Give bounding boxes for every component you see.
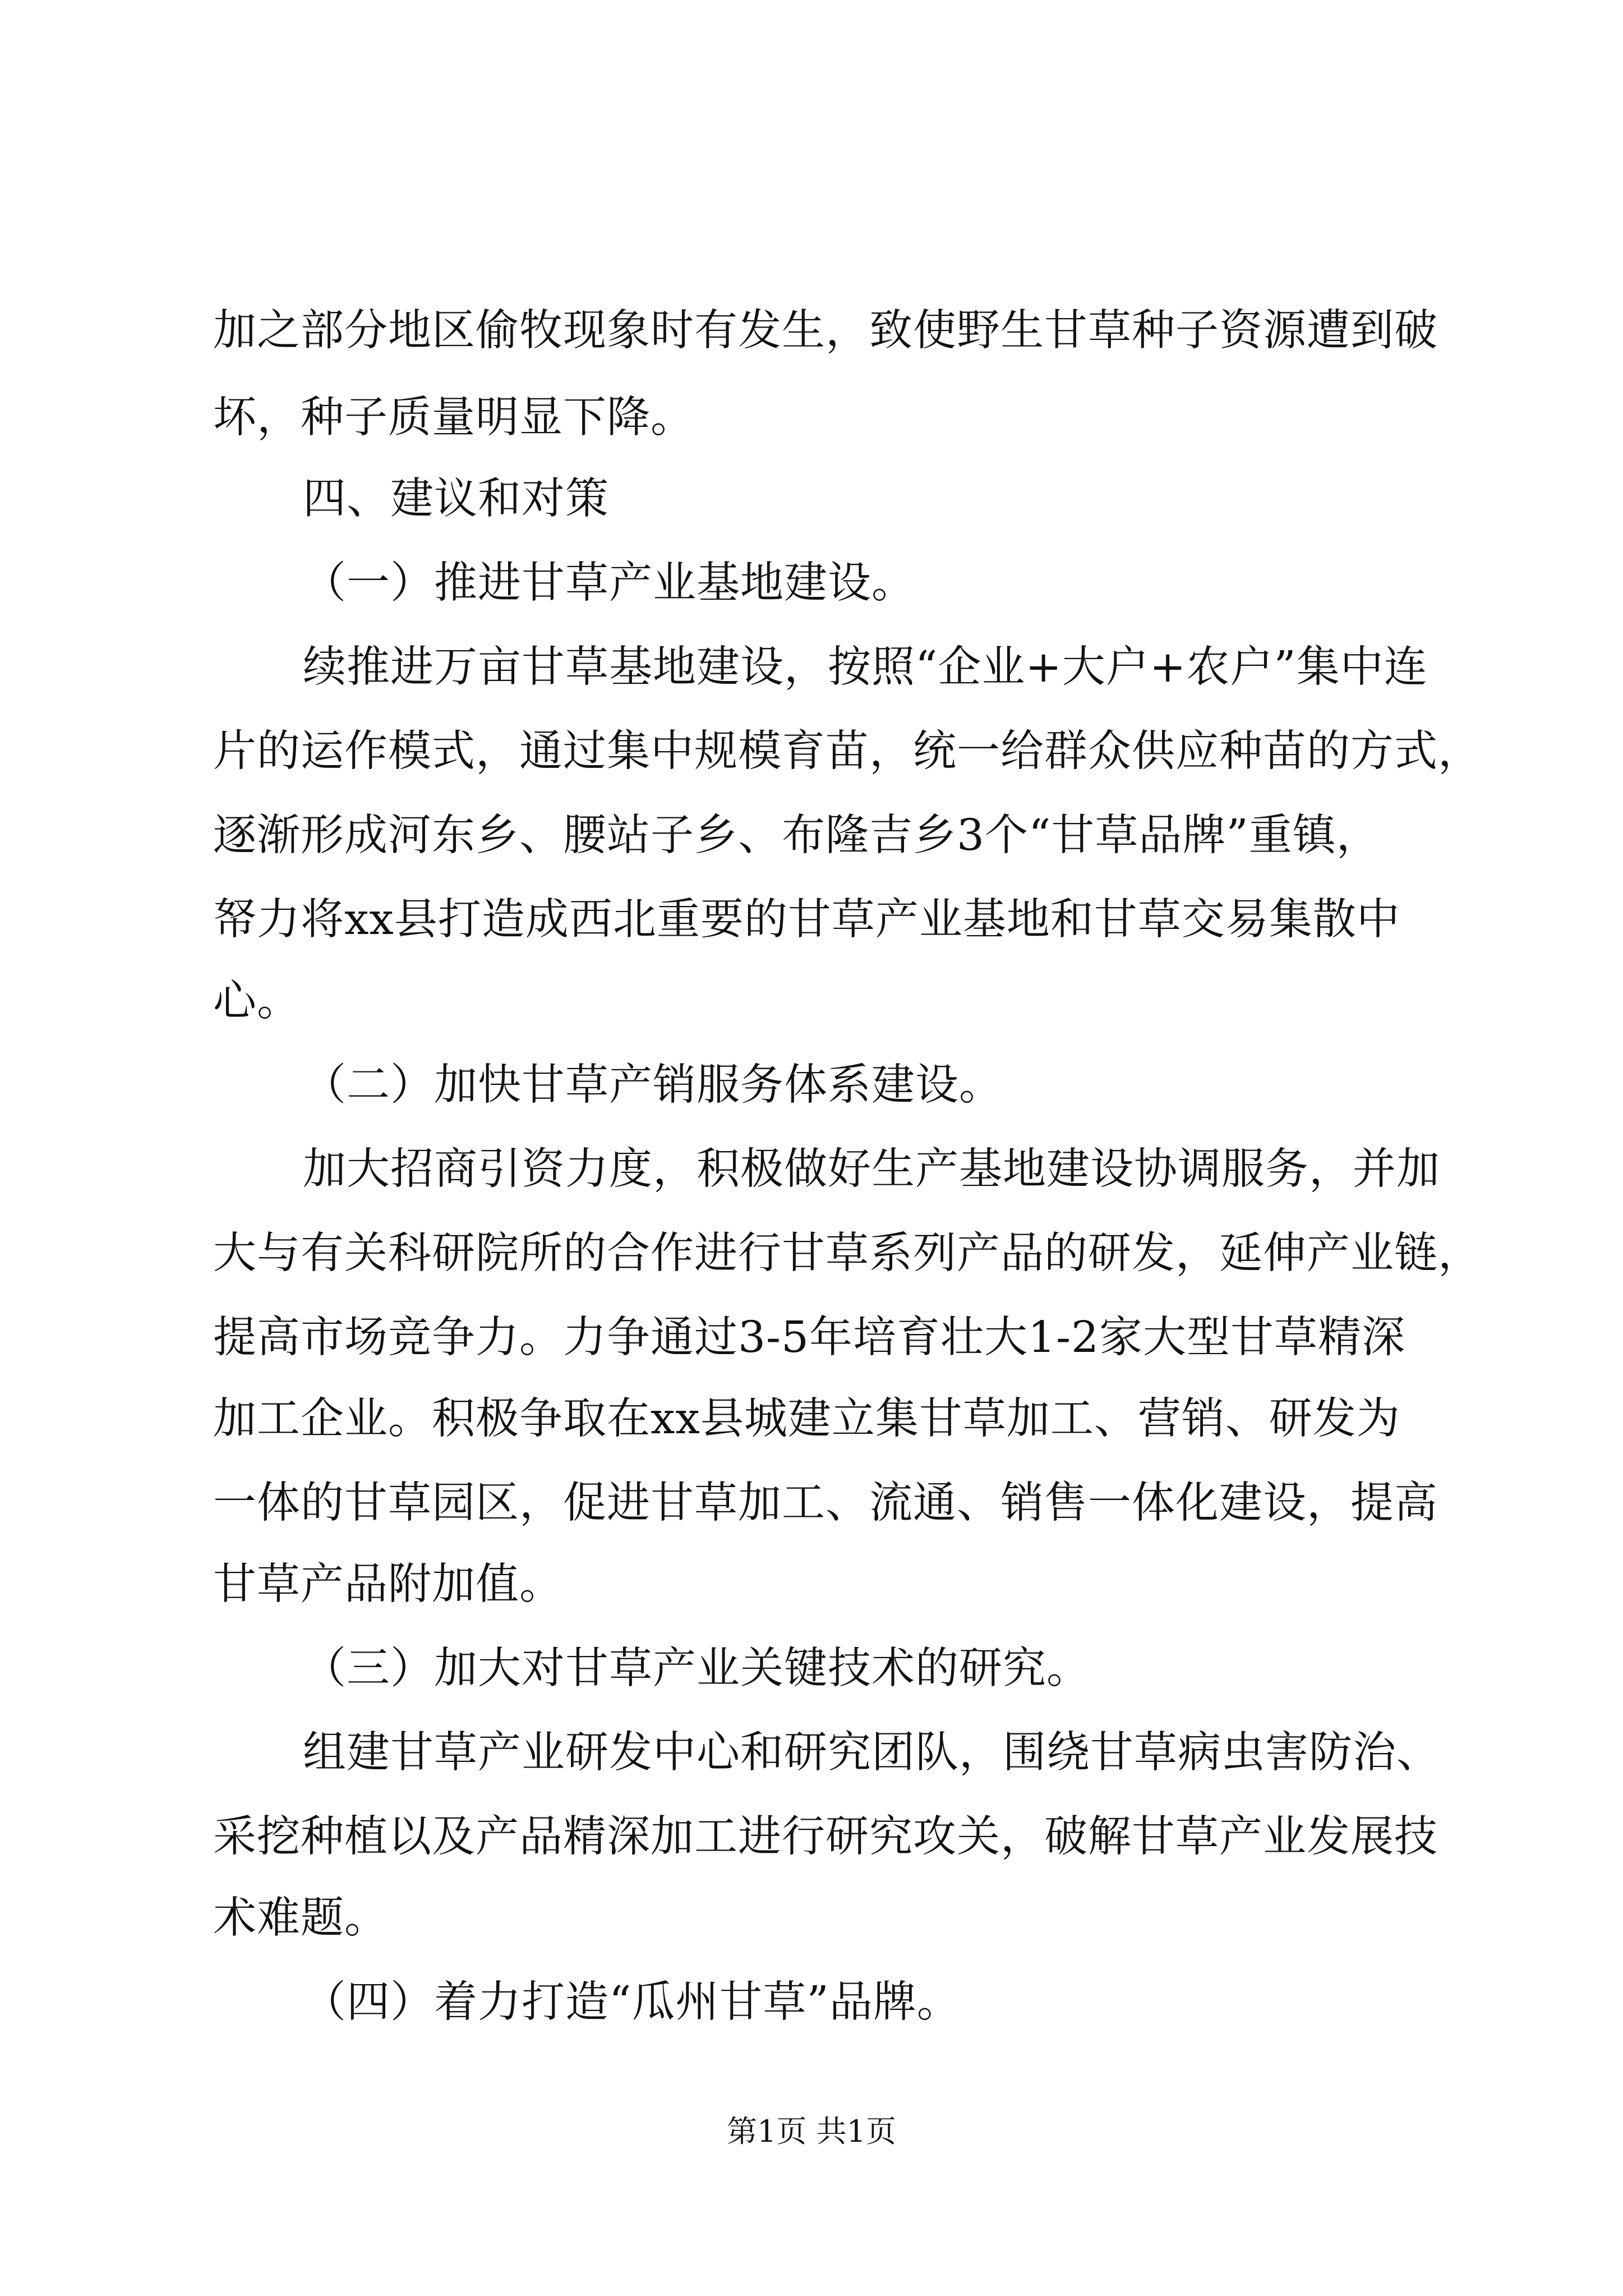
body-text-line: 采挖种植以及产品精深加工进行研究攻关，破解甘草产业发展技 xyxy=(213,1812,1438,1862)
body-text-line: 加大招商引资力度，积极做好生产基地建设协调服务，并加 xyxy=(303,1144,1440,1194)
body-text-line: 甘草产品附加值。 xyxy=(213,1559,563,1609)
body-text-line: 提高市场竞争力。力争通过3-5年培育壮大1-2家大型甘草精深 xyxy=(213,1313,1405,1363)
section-heading: 四、建议和对策 xyxy=(303,474,609,524)
body-text-line: 大与有关科研院所的合作进行甘草系列产品的研发，延伸产业链， xyxy=(213,1228,1482,1278)
body-text-line: 坏，种子质量明显下降。 xyxy=(213,393,694,443)
page-footer: 第1页 共1页 xyxy=(727,2114,896,2149)
body-text-line: 一体的甘草园区，促进甘草加工、流通、销售一体化建设，提高 xyxy=(213,1478,1438,1528)
subsection-heading: （三）加大对甘草产业关键技术的研究。 xyxy=(303,1644,1090,1694)
body-text-line: 加之部分地区偷牧现象时有发生，致使野生甘草种子资源遭到破 xyxy=(213,306,1438,356)
body-text-line: 逐渐形成河东乡、腰站子乡、布隆吉乡3个“甘草品牌”重镇， xyxy=(213,811,1380,861)
body-text-line: 心。 xyxy=(213,976,301,1026)
body-text-line: 续推进万亩甘草基地建设，按照“企业+大户+农户”集中连 xyxy=(303,642,1428,692)
body-text-line: 组建甘草产业研发中心和研究团队，围绕甘草病虫害防治、 xyxy=(303,1728,1440,1778)
subsection-heading: （一）推进甘草产业基地建设。 xyxy=(303,558,915,608)
body-text-line: 术难题。 xyxy=(213,1893,388,1943)
body-text-line: 加工企业。积极争取在xx县城建立集甘草加工、营销、研发为 xyxy=(213,1394,1400,1444)
subsection-heading: （四）着力打造“瓜州甘草”品牌。 xyxy=(303,1977,961,2027)
body-text-line: 片的运作模式，通过集中规模育苗，统一给群众供应种苗的方式， xyxy=(213,726,1482,776)
body-text-line: 帑力将xx县打造成西北重要的甘草产业基地和甘草交易集散中 xyxy=(213,895,1400,945)
subsection-heading: （二）加快甘草产销服务体系建设。 xyxy=(303,1060,1003,1110)
